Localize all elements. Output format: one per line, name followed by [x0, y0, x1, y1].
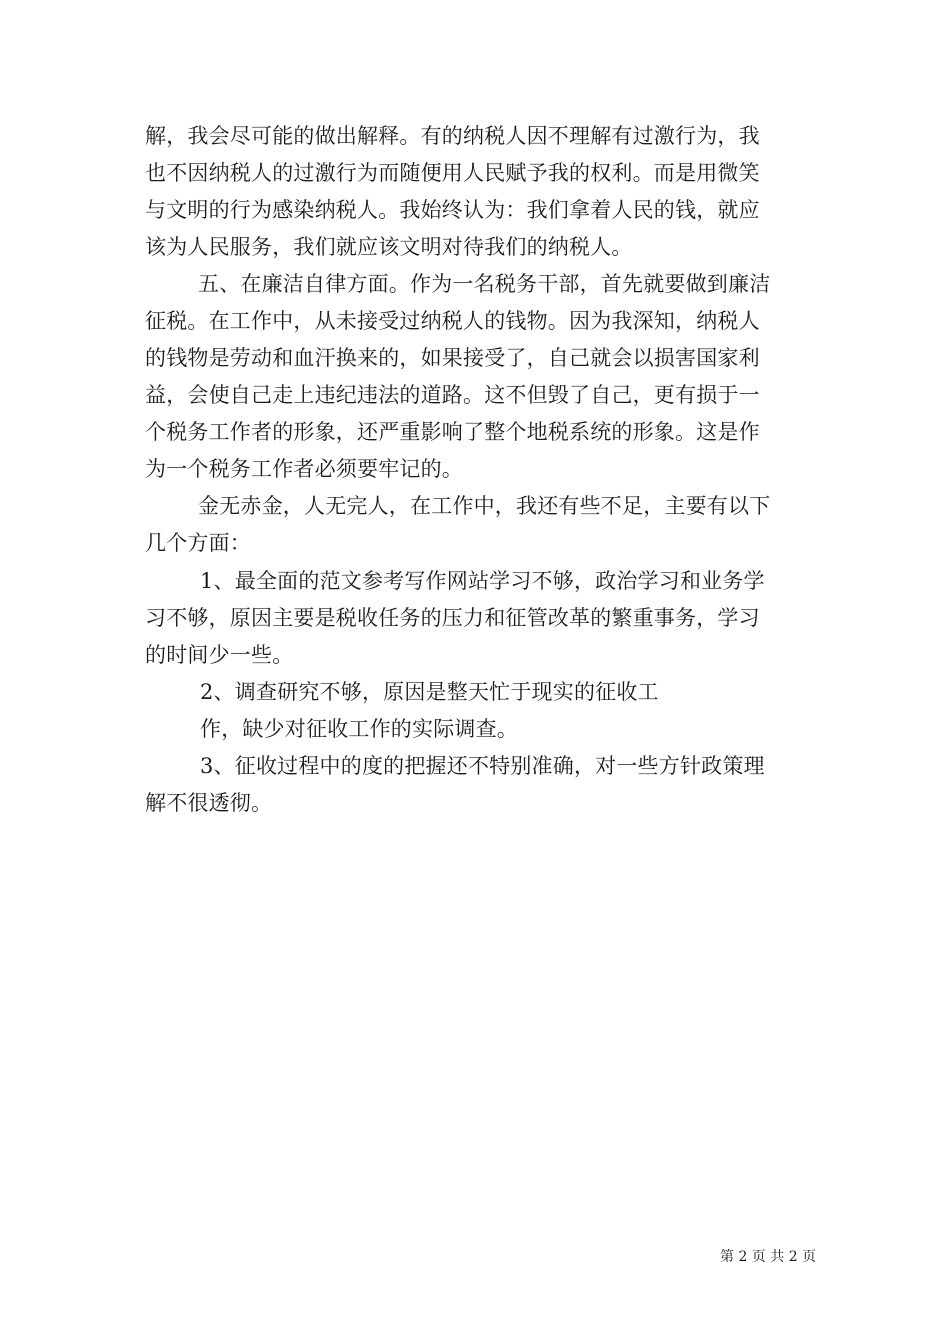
body-text-line: 五、在廉洁自律方面。作为一名税务干部，首先就要做到廉洁	[198, 272, 771, 296]
body-text-line: 的时间少一些。	[145, 643, 294, 667]
body-text-line: 解不很透彻。	[145, 791, 273, 815]
body-text-line: 解，我会尽可能的做出解释。有的纳税人因不理解有过激行为，我	[145, 124, 760, 148]
body-text-line: 该为人民服务，我们就应该文明对待我们的纳税人。	[145, 235, 633, 259]
body-text-line: 益，会使自己走上违纪违法的道路。这不但毁了自己，更有损于一	[145, 383, 760, 407]
body-text-line: 的钱物是劳动和血汗换来的，如果接受了，自己就会以损害国家利	[145, 346, 760, 370]
body-text-line: 习不够，原因主要是税收任务的压力和征管改革的繁重事务，学习	[145, 606, 760, 630]
body-text-line: 3、征收过程中的度的把握还不特别准确，对一些方针政策理	[200, 754, 765, 778]
page-number-footer: 第 2 页 共 2 页	[720, 1249, 817, 1265]
body-text-line: 个税务工作者的形象，还严重影响了整个地税系统的形象。这是作	[145, 420, 760, 444]
body-text-line: 为一个税务工作者必须要牢记的。	[145, 457, 463, 481]
body-text-line: 几个方面：	[145, 531, 251, 555]
body-text-line: 金无赤金，人无完人，在工作中，我还有些不足，主要有以下	[198, 494, 771, 518]
body-text-line: 作，缺少对征收工作的实际调查。	[200, 717, 518, 741]
body-text-line: 也不因纳税人的过激行为而随便用人民赋予我的权利。而是用微笑	[145, 161, 760, 185]
body-text-line: 2、调查研究不够，原因是整天忙于现实的征收工	[200, 680, 659, 704]
body-text-line: 1、最全面的范文参考写作网站学习不够，政治学习和业务学	[200, 569, 765, 593]
body-text-line: 与文明的行为感染纳税人。我始终认为：我们拿着人民的钱，就应	[145, 198, 760, 222]
body-text-line: 征税。在工作中，从未接受过纳税人的钱物。因为我深知，纳税人	[145, 309, 760, 333]
